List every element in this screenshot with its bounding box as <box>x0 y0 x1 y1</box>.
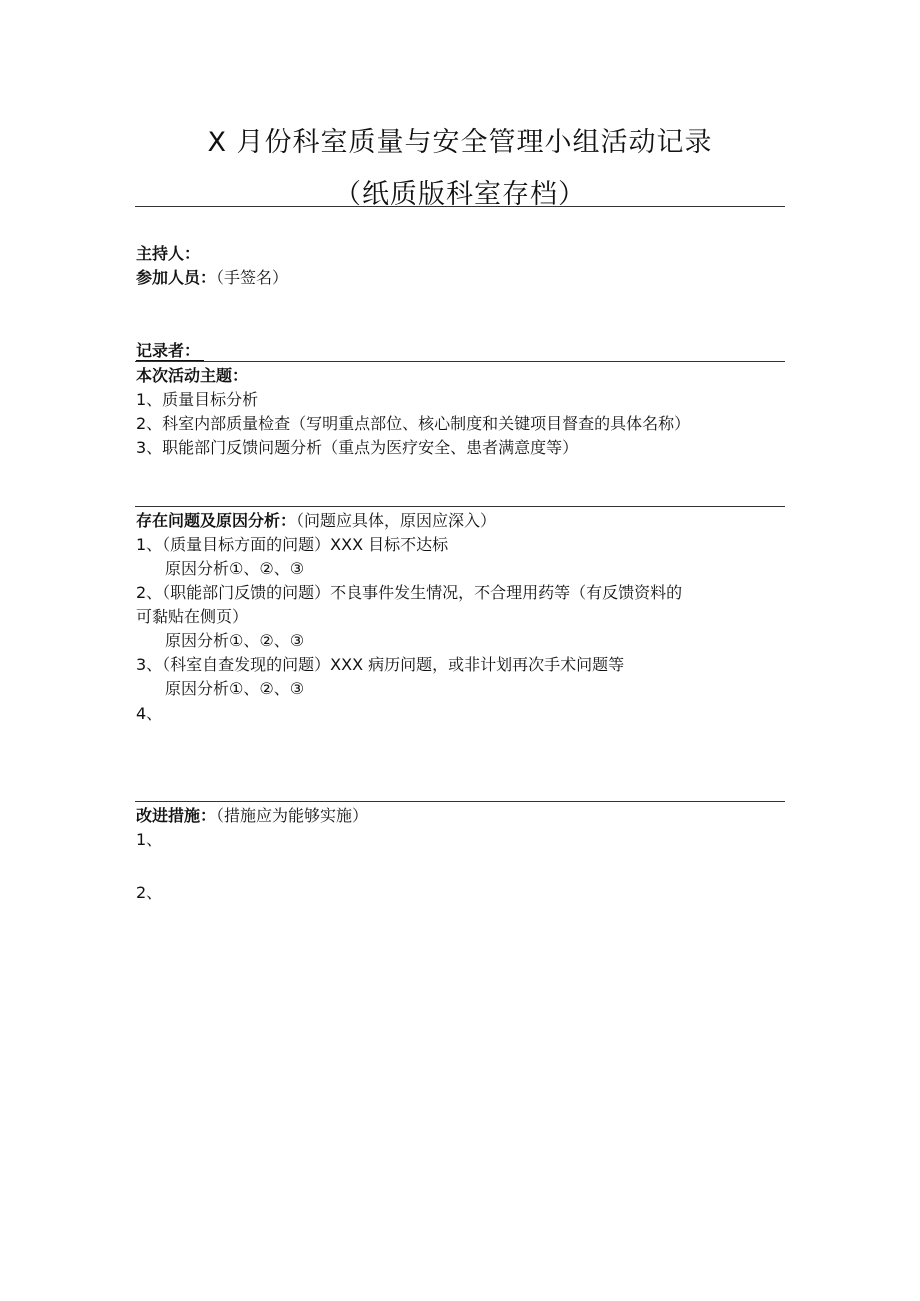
improvements-heading: 改进措施： <box>136 806 217 825</box>
cause-analysis: 原因分析①、②、③ <box>165 679 305 698</box>
problem-item: 4、 <box>136 704 163 723</box>
document-title: X 月份科室质量与安全管理小组活动记录 <box>207 127 713 158</box>
theme-item: 1、质量目标分析 <box>136 390 259 409</box>
improvements-heading-row <box>136 806 368 826</box>
title-divider <box>135 206 785 207</box>
improvement-item: 2、 <box>136 883 163 902</box>
theme-divider <box>135 361 785 362</box>
cause-analysis: 原因分析①、②、③ <box>165 559 305 578</box>
theme-heading: 本次活动主题： <box>136 366 249 385</box>
recorder-row <box>136 341 204 361</box>
attendees-row <box>136 268 288 288</box>
theme-item: 2、科室内部质量检查（写明重点部位、核心制度和关键项目督查的具体名称） <box>136 414 691 433</box>
problem-item: 3、（科室自查发现的问题）XXX 病历问题，或非计划再次手术问题等 <box>136 655 625 674</box>
theme-item: 3、职能部门反馈问题分析（重点为医疗安全、患者满意度等） <box>136 438 579 457</box>
attendees-note: （手签名） <box>216 268 289 287</box>
host-label: 主持人： <box>136 244 201 263</box>
cause-analysis: 原因分析①、②、③ <box>165 631 305 650</box>
problems-divider <box>135 506 785 507</box>
problem-item-continuation: 可黏贴在侧页） <box>136 607 249 626</box>
improvements-heading-note: （措施应为能够实施） <box>216 806 369 825</box>
recorder-label: 记录者： <box>136 341 204 361</box>
improvement-item: 1、 <box>136 830 163 849</box>
problems-heading-row <box>136 511 496 531</box>
problems-heading: 存在问题及原因分析： <box>136 511 297 530</box>
problem-item: 1、（质量目标方面的问题）XXX 目标不达标 <box>136 535 449 554</box>
improvements-divider <box>135 801 785 802</box>
attendees-label: 参加人员： <box>136 268 217 287</box>
problems-heading-note: （问题应具体，原因应深入） <box>296 511 497 530</box>
document-subtitle: （纸质版科室存档） <box>334 179 586 210</box>
problem-item: 2、（职能部门反馈的问题）不良事件发生情况，不合理用药等（有反馈资料的 <box>136 583 683 602</box>
